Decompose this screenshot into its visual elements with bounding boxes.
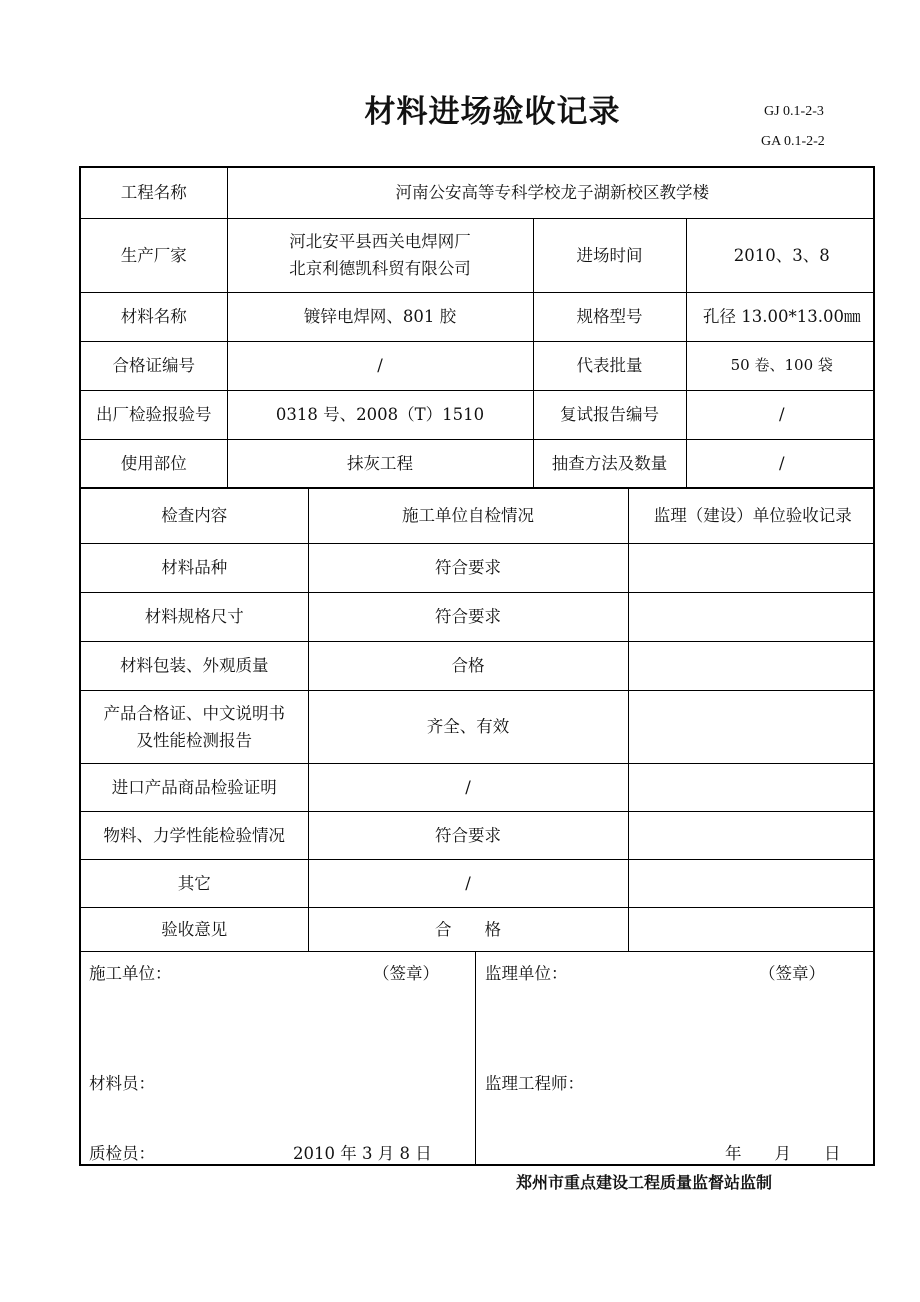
retest-label: 复试报告编号 bbox=[533, 390, 686, 439]
supervision-sign-date: 年 月 日 bbox=[725, 1143, 841, 1163]
inspection-self-check: 齐全、有效 bbox=[308, 690, 628, 763]
entry-time-label: 进场时间 bbox=[533, 218, 686, 292]
batch-value: 50 卷、100 袋 bbox=[686, 341, 875, 390]
signature-divider bbox=[475, 952, 476, 1167]
inspection-header-item: 检查内容 bbox=[81, 488, 308, 543]
manufacturer-label: 生产厂家 bbox=[81, 218, 227, 292]
inspection-item: 物料、力学性能检验情况 bbox=[81, 811, 308, 859]
inspection-table bbox=[81, 488, 875, 952]
supervision-unit-label: 监理单位： bbox=[485, 963, 568, 983]
inspection-header-self-check: 施工单位自检情况 bbox=[308, 488, 628, 543]
factory-report-value: 0318 号、2008（T）1510 bbox=[227, 390, 533, 439]
construction-stamp-label: （签章） bbox=[373, 963, 439, 983]
supervision-engineer-label: 监理工程师： bbox=[485, 1073, 584, 1093]
inspection-self-check: 合格 bbox=[308, 641, 628, 690]
inspection-item: 进口产品商品检验证明 bbox=[81, 763, 308, 811]
info-table bbox=[81, 168, 875, 488]
inspection-record bbox=[628, 811, 875, 859]
usage-label: 使用部位 bbox=[81, 439, 227, 487]
inspection-item-line-2: 及性能检测报告 bbox=[136, 730, 252, 750]
construction-unit-label: 施工单位： bbox=[89, 963, 172, 983]
inspection-header-record: 监理（建设）单位验收记录 bbox=[628, 488, 875, 543]
manufacturer-line-1: 河北安平县西关电焊网厂 bbox=[289, 232, 471, 251]
inspection-item: 验收意见 bbox=[81, 907, 308, 951]
construction-sign-date: 2010 年 3 月 8 日 bbox=[293, 1143, 432, 1163]
sampling-value: / bbox=[686, 439, 875, 487]
form-frame bbox=[79, 166, 875, 1166]
document-title: 材料进场验收记录 bbox=[364, 94, 621, 130]
inspection-item: 其它 bbox=[81, 859, 308, 907]
inspection-self-check: 符合要求 bbox=[308, 592, 628, 641]
batch-label: 代表批量 bbox=[533, 341, 686, 390]
manufacturer-line-2: 北京利德凯科贸有限公司 bbox=[289, 259, 471, 278]
manufacturer-value bbox=[227, 218, 533, 292]
project-name-value: 河南公安高等专科学校龙子湖新校区教学楼 bbox=[227, 168, 875, 218]
inspection-record bbox=[628, 592, 875, 641]
retest-value: / bbox=[686, 390, 875, 439]
inspection-record bbox=[628, 543, 875, 592]
quality-inspector-label: 质检员： bbox=[89, 1143, 155, 1163]
inspection-self-check: / bbox=[308, 763, 628, 811]
entry-time-value: 2010、3、8 bbox=[686, 218, 875, 292]
form-code-gj: GJ 0.1-2-3 bbox=[764, 104, 824, 119]
inspection-self-check: 合 格 bbox=[308, 907, 628, 951]
inspection-record bbox=[628, 763, 875, 811]
supervision-stamp-label: （签章） bbox=[759, 963, 825, 983]
inspection-item bbox=[81, 690, 308, 763]
sampling-label: 抽查方法及数量 bbox=[533, 439, 686, 487]
inspection-self-check: 符合要求 bbox=[308, 811, 628, 859]
inspection-record bbox=[628, 907, 875, 951]
cert-no-value: / bbox=[227, 341, 533, 390]
cert-no-label: 合格证编号 bbox=[81, 341, 227, 390]
project-name-label: 工程名称 bbox=[81, 168, 227, 218]
form-code-ga: GA 0.1-2-2 bbox=[761, 134, 825, 149]
material-name-label: 材料名称 bbox=[81, 292, 227, 341]
inspection-item: 材料品种 bbox=[81, 543, 308, 592]
spec-label: 规格型号 bbox=[533, 292, 686, 341]
inspection-record bbox=[628, 641, 875, 690]
spec-value: 孔径 13.00*13.00㎜ bbox=[686, 292, 875, 341]
footer-issuer: 郑州市重点建设工程质量监督站监制 bbox=[516, 1173, 773, 1192]
inspection-self-check: 符合要求 bbox=[308, 543, 628, 592]
inspection-item: 材料规格尺寸 bbox=[81, 592, 308, 641]
inspection-item: 材料包装、外观质量 bbox=[81, 641, 308, 690]
inspection-self-check: / bbox=[308, 859, 628, 907]
material-name-value: 镀锌电焊网、801 胶 bbox=[227, 292, 533, 341]
inspection-item-line-1: 产品合格证、中文说明书 bbox=[103, 703, 285, 723]
inspection-record bbox=[628, 859, 875, 907]
factory-report-label: 出厂检验报验号 bbox=[81, 390, 227, 439]
inspection-record bbox=[628, 690, 875, 763]
material-staff-label: 材料员： bbox=[89, 1073, 155, 1093]
signature-section bbox=[81, 952, 873, 1167]
usage-value: 抹灰工程 bbox=[227, 439, 533, 487]
